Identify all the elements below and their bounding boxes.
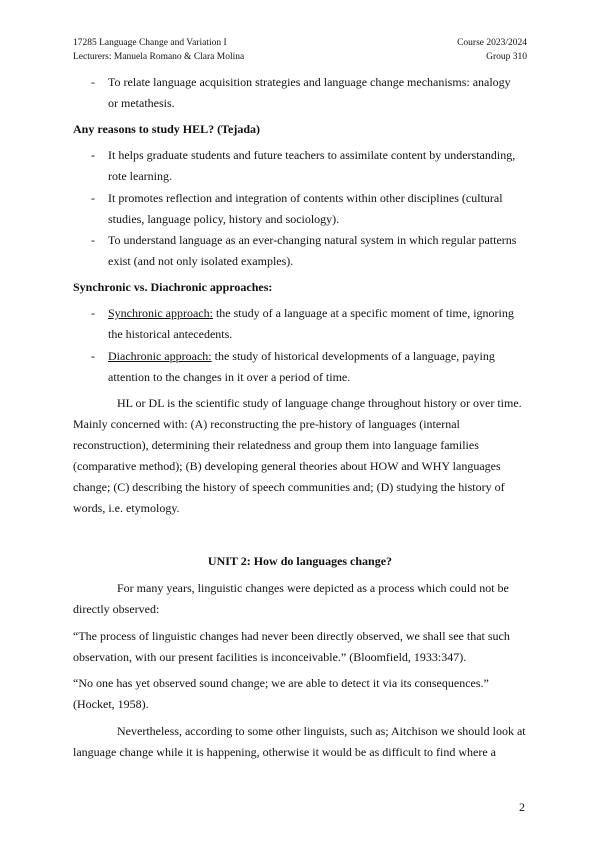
diachronic-definition: the study of historical developments of a language, paying <box>211 349 495 363</box>
course-year: Course 2023/2024 <box>457 38 527 48</box>
synchronic-line-1 <box>108 303 514 324</box>
hocket-quote-line-2: (Hocket, 1958). <box>73 697 149 711</box>
hel-bullet-2-line-2: studies, language policy, history and sociology). <box>108 212 340 226</box>
bullet-dash: - <box>91 233 95 247</box>
page-number: 2 <box>519 800 525 814</box>
diachronic-term: Diachronic approach: <box>108 349 212 363</box>
bullet-dash: - <box>91 349 95 363</box>
bullet-dash: - <box>91 148 95 162</box>
intro-bullet-line-2: or metathesis. <box>108 96 175 110</box>
unit2-para2-line-2: language change while it is happening, otherwise it would be as difficult to find where a <box>73 745 496 759</box>
bullet-dash: - <box>91 306 95 320</box>
hel-bullet-2-line-1: It promotes reflection and integration of contents within other disciplines (cultural <box>108 191 503 205</box>
hocket-quote-line-1: “No one has yet observed sound change; we are able to detect it via its consequences.” <box>73 676 489 690</box>
unit2-heading: UNIT 2: How do languages change? <box>207 554 393 568</box>
lecturers: Lecturers: Manuela Romano & Clara Molina <box>73 52 245 62</box>
hl-paragraph-line-2: Mainly concerned with: (A) reconstructing the pre-history of languages (internal <box>73 417 460 431</box>
bloomfield-quote-line-2: observation, with our present facilities is inconceivable.” (Bloomfield, 1933:347). <box>73 650 467 664</box>
approaches-heading: Synchronic vs. Diachronic approaches: <box>73 280 273 294</box>
intro-bullet-line-1: To relate language acquisition strategies and language change mechanisms: analogy <box>108 75 511 89</box>
synchronic-definition: the study of a language at a specific moment of time, ignoring <box>212 306 514 320</box>
hl-paragraph-line-6: words, i.e. etymology. <box>73 501 180 515</box>
hel-bullet-3-line-2: exist (and not only isolated examples). <box>108 254 294 268</box>
hl-paragraph-line-3: reconstruction), determining their relatedness and group them into language families <box>73 438 479 452</box>
header-line-1 <box>73 37 527 50</box>
header-line-2 <box>73 51 527 64</box>
hel-bullet-1-line-1: It helps graduate students and future teachers to assimilate content by understanding, <box>108 148 516 162</box>
hel-bullet-3-line-1: To understand language as an ever-changing natural system in which regular patterns <box>108 233 517 247</box>
unit2-para2-line-1: Nevertheless, according to some other linguists, such as; Aitchison we should look at <box>117 724 526 738</box>
hel-bullet-1-line-2: rote learning. <box>108 169 172 183</box>
synchronic-line-2: the historical antecedents. <box>108 327 233 341</box>
bullet-dash: - <box>91 191 95 205</box>
hl-paragraph-line-1: HL or DL is the scientific study of language change throughout history or over time. <box>117 396 522 410</box>
hel-heading: Any reasons to study HEL? (Tejada) <box>73 122 261 136</box>
unit2-para1-line-1: For many years, linguistic changes were depicted as a process which could not be <box>117 581 509 595</box>
unit2-para1-line-2: directly observed: <box>73 602 160 616</box>
course-code: 17285 Language Change and Variation I <box>73 38 227 48</box>
group-label: Group 310 <box>486 52 527 62</box>
diachronic-line-2: attention to the changes in it over a period of time. <box>108 370 351 384</box>
bullet-dash: - <box>91 75 95 89</box>
bloomfield-quote-line-1: “The process of linguistic changes had never been directly observed, we shall see that such <box>73 629 510 643</box>
diachronic-line-1 <box>108 346 495 367</box>
hl-paragraph-line-4: (comparative method); (B) developing general theories about HOW and WHY languages <box>73 459 501 473</box>
synchronic-term: Synchronic approach: <box>108 306 213 320</box>
hl-paragraph-line-5: change; (C) describing the history of speech communities and; (D) studying the history of <box>73 480 505 494</box>
